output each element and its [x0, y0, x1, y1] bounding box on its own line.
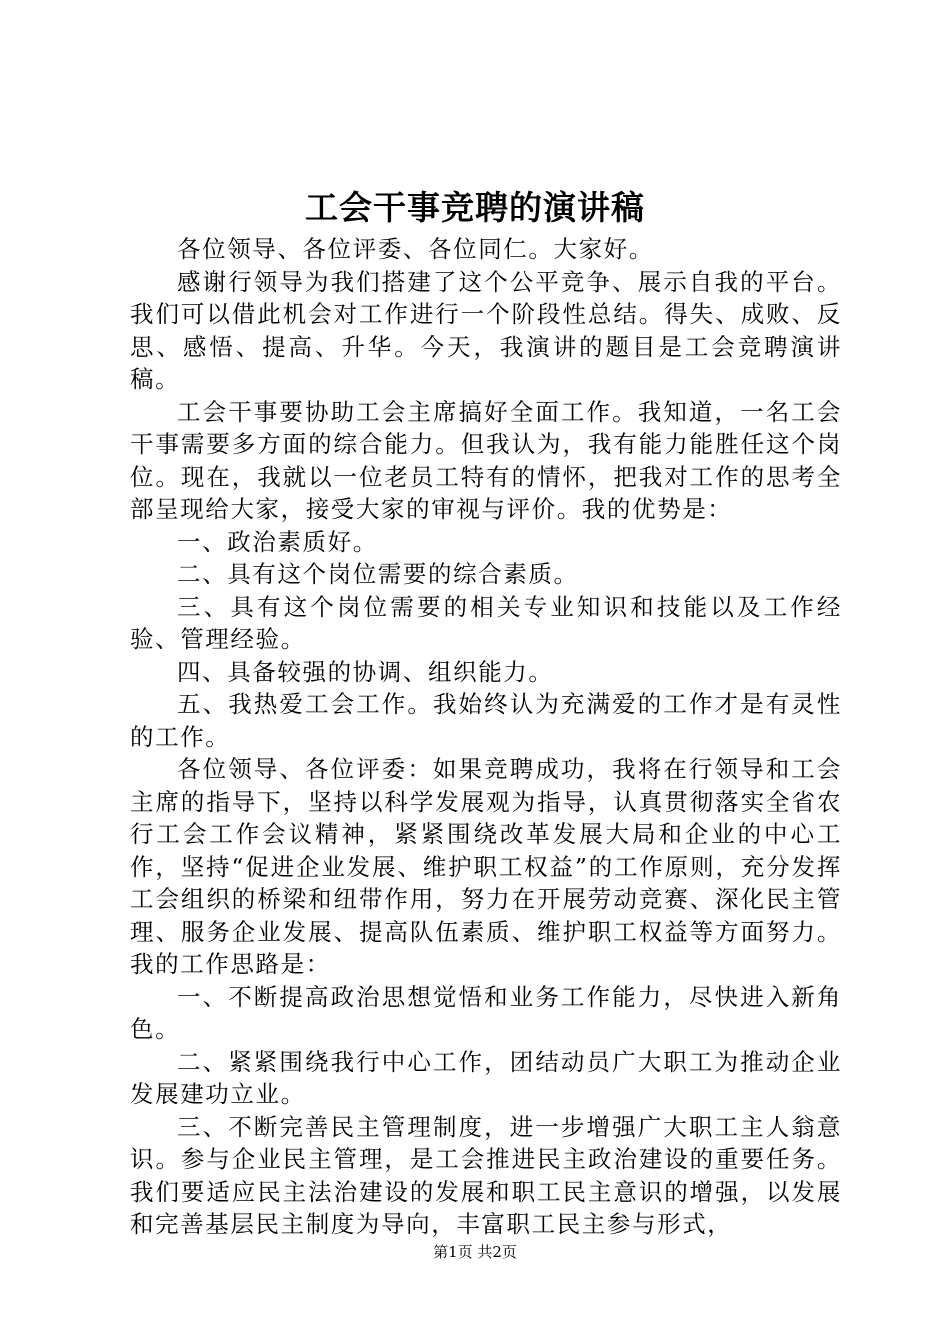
paragraph-advantage-1: 一、政治素质好。 [177, 527, 378, 556]
paragraph-role: 工会干事要协助工会主席搞好全面工作。我知道，一名工会干事需要多方面的综合能力。但我认为，我有能力能胜任这个岗位。现在，我就以一位老员工特有的情怀，把我对工作的思考全部呈现给大家，接受大家的审视与评价。我的优势是： [130, 397, 842, 523]
paragraph-advantage-3: 三、具有这个岗位需要的相关专业知识和技能以及工作经验、管理经验。 [130, 592, 842, 653]
paragraph-greeting: 各位领导、各位评委、各位同仁。大家好。 [177, 235, 654, 263]
page-footer: 第1页 共2页 [433, 1243, 517, 1261]
paragraph-plan-2: 二、紧紧围绕我行中心工作，团结动员广大职工为推动企业发展建功立业。 [130, 1047, 842, 1108]
paragraph-commitment: 各位领导、各位评委：如果竞聘成功，我将在行领导和工会主席的指导下，坚持以科学发展观为指导，认真贯彻落实全省农行工会工作会议精神，紧紧围绕改革发展大局和企业的中心工作，坚持“促进企业发展、维护职工权益”的工作原则，充分发挥工会组织的桥梁和纽带作用，努力在开展劳动竞赛、深化民主管理、服务企业发展、提高队伍素质、维护职工权益等方面努力。我的工作思路是： [130, 755, 842, 978]
paragraph-thanks: 感谢行领导为我们搭建了这个公平竞争、展示自我的平台。我们可以借此机会对工作进行一个阶段性总结。得失、成败、反思、感悟、提高、升华。今天，我演讲的题目是工会竞聘演讲稿。 [130, 267, 842, 393]
paragraph-plan-1: 一、不断提高政治思想觉悟和业务工作能力，尽快进入新角色。 [130, 982, 842, 1043]
document-body [130, 233, 842, 1241]
document-title: 工会干事竞聘的演讲稿 [305, 188, 645, 227]
paragraph-advantage-4: 四、具备较强的协调、组织能力。 [177, 657, 554, 686]
paragraph-advantage-5: 五、我热爱工会工作。我始终认为充满爱的工作才是有灵性的工作。 [130, 690, 842, 751]
paragraph-advantage-2: 二、具有这个岗位需要的综合素质。 [177, 560, 579, 588]
paragraph-plan-3: 三、不断完善民主管理制度，进一步增强广大职工主人翁意识。参与企业民主管理，是工会推进民主政治建设的重要任务。我们要适应民主法治建设的发展和职工民主意识的增强，以发展和完善基层民主制度为导向，丰富职工民主参与形式， [130, 1112, 842, 1238]
